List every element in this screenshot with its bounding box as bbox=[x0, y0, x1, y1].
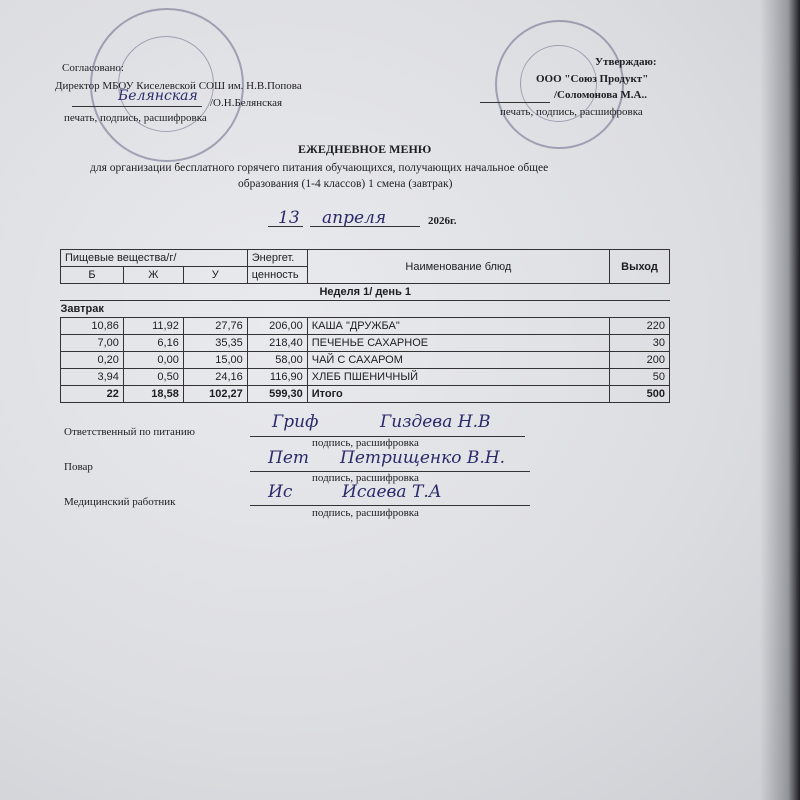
approval-left-director: Директор МБОУ Киселевской СОШ им. Н.В.Попова bbox=[55, 80, 302, 92]
cell-yield: 50 bbox=[610, 369, 670, 386]
medic-sign-line bbox=[250, 505, 530, 506]
approval-right-org: ООО "Союз Продукт" bbox=[536, 73, 649, 85]
medic-name: Исаева Т.А bbox=[342, 482, 442, 502]
date-month-line bbox=[310, 226, 420, 227]
menu-title: ЕЖЕДНЕВНОЕ МЕНЮ bbox=[298, 142, 432, 156]
cell-zh: 6,16 bbox=[123, 335, 183, 352]
cell-dish: ХЛЕБ ПШЕНИЧНЫЙ bbox=[307, 369, 609, 386]
cell-energy: 218,40 bbox=[247, 335, 307, 352]
cell-b: 7,00 bbox=[61, 335, 124, 352]
header-yield: Выход bbox=[610, 250, 670, 284]
approval-left-caption: печать, подпись, расшифровка bbox=[64, 112, 207, 124]
meal-label: Завтрак bbox=[61, 301, 670, 318]
cell-zh: 11,92 bbox=[123, 318, 183, 335]
approval-left-name: /О.Н.Белянская bbox=[210, 97, 283, 109]
responsible-signature: Гриф bbox=[272, 412, 319, 432]
cell-yield: 30 bbox=[610, 335, 670, 352]
date-day: 13 bbox=[278, 208, 300, 228]
week-day-row bbox=[61, 284, 670, 301]
header-energy: Энергет. bbox=[247, 250, 307, 267]
cook-caption: подпись, расшифровка bbox=[312, 472, 419, 484]
cell-energy: 58,00 bbox=[247, 352, 307, 369]
total-energy: 599,30 bbox=[247, 386, 307, 403]
cell-dish: ЧАЙ С САХАРОМ bbox=[307, 352, 609, 369]
cell-b: 0,20 bbox=[61, 352, 124, 369]
date-year: 2026г. bbox=[428, 215, 457, 227]
table-row bbox=[61, 335, 670, 352]
medic-caption: подпись, расшифровка bbox=[312, 507, 419, 519]
total-zh: 18,58 bbox=[123, 386, 183, 403]
responsible-caption: подпись, расшифровка bbox=[312, 437, 419, 449]
medic-signature: Ис bbox=[268, 482, 293, 502]
table-row bbox=[61, 369, 670, 386]
menu-subtitle-line1: для организации бесплатного горячего питания обучающихся, получающих начальное общее bbox=[90, 162, 549, 174]
date-day-line bbox=[268, 226, 303, 227]
cell-dish: ПЕЧЕНЬЕ САХАРНОЕ bbox=[307, 335, 609, 352]
meal-row bbox=[61, 301, 670, 318]
responsible-role: Ответственный по питанию bbox=[64, 426, 195, 438]
menu-table bbox=[60, 249, 670, 403]
header-b: Б bbox=[61, 267, 124, 284]
medic-role: Медицинский работник bbox=[64, 496, 176, 508]
approval-right-label: Утверждаю: bbox=[595, 56, 657, 68]
cell-u: 24,16 bbox=[183, 369, 247, 386]
approval-left-label: Согласовано: bbox=[62, 62, 124, 74]
cook-role: Повар bbox=[64, 461, 93, 473]
header-zh: Ж bbox=[123, 267, 183, 284]
header-u: У bbox=[183, 267, 247, 284]
responsible-name: Гиздева Н.В bbox=[380, 412, 491, 432]
total-yield: 500 bbox=[610, 386, 670, 403]
cell-u: 35,35 bbox=[183, 335, 247, 352]
menu-subtitle-line2: образования (1-4 классов) 1 смена (завтрак) bbox=[238, 178, 453, 190]
page-edge-shadow bbox=[760, 0, 800, 800]
approval-right-caption: печать, подпись, расшифровка bbox=[500, 106, 643, 118]
header-energy-2: ценность bbox=[247, 267, 307, 284]
cell-zh: 0,00 bbox=[123, 352, 183, 369]
cell-yield: 200 bbox=[610, 352, 670, 369]
total-u: 102,27 bbox=[183, 386, 247, 403]
table-header-row bbox=[61, 250, 670, 267]
cook-signature: Пет bbox=[268, 448, 310, 468]
cook-name: Петрищенко В.Н. bbox=[340, 448, 506, 468]
approval-left-sign-line bbox=[72, 106, 202, 107]
approval-right-name: /Соломонова М.А.. bbox=[554, 89, 647, 101]
table-row bbox=[61, 318, 670, 335]
week-day-label: Неделя 1/ день 1 bbox=[61, 284, 670, 301]
header-nutrients: Пищевые вещества/г/ bbox=[61, 250, 248, 267]
total-b: 22 bbox=[61, 386, 124, 403]
cell-b: 10,86 bbox=[61, 318, 124, 335]
cell-b: 3,94 bbox=[61, 369, 124, 386]
total-row bbox=[61, 386, 670, 403]
cell-zh: 0,50 bbox=[123, 369, 183, 386]
cell-energy: 206,00 bbox=[247, 318, 307, 335]
cell-energy: 116,90 bbox=[247, 369, 307, 386]
table-row bbox=[61, 352, 670, 369]
cell-dish: КАША "ДРУЖБА" bbox=[307, 318, 609, 335]
approval-left-signature: Белянская bbox=[118, 88, 198, 104]
header-dish: Наименование блюд bbox=[307, 250, 609, 284]
total-label: Итого bbox=[307, 386, 609, 403]
cell-yield: 220 bbox=[610, 318, 670, 335]
date-month: апреля bbox=[322, 208, 387, 228]
cell-u: 27,76 bbox=[183, 318, 247, 335]
approval-right-sign-line bbox=[480, 102, 550, 103]
cell-u: 15,00 bbox=[183, 352, 247, 369]
